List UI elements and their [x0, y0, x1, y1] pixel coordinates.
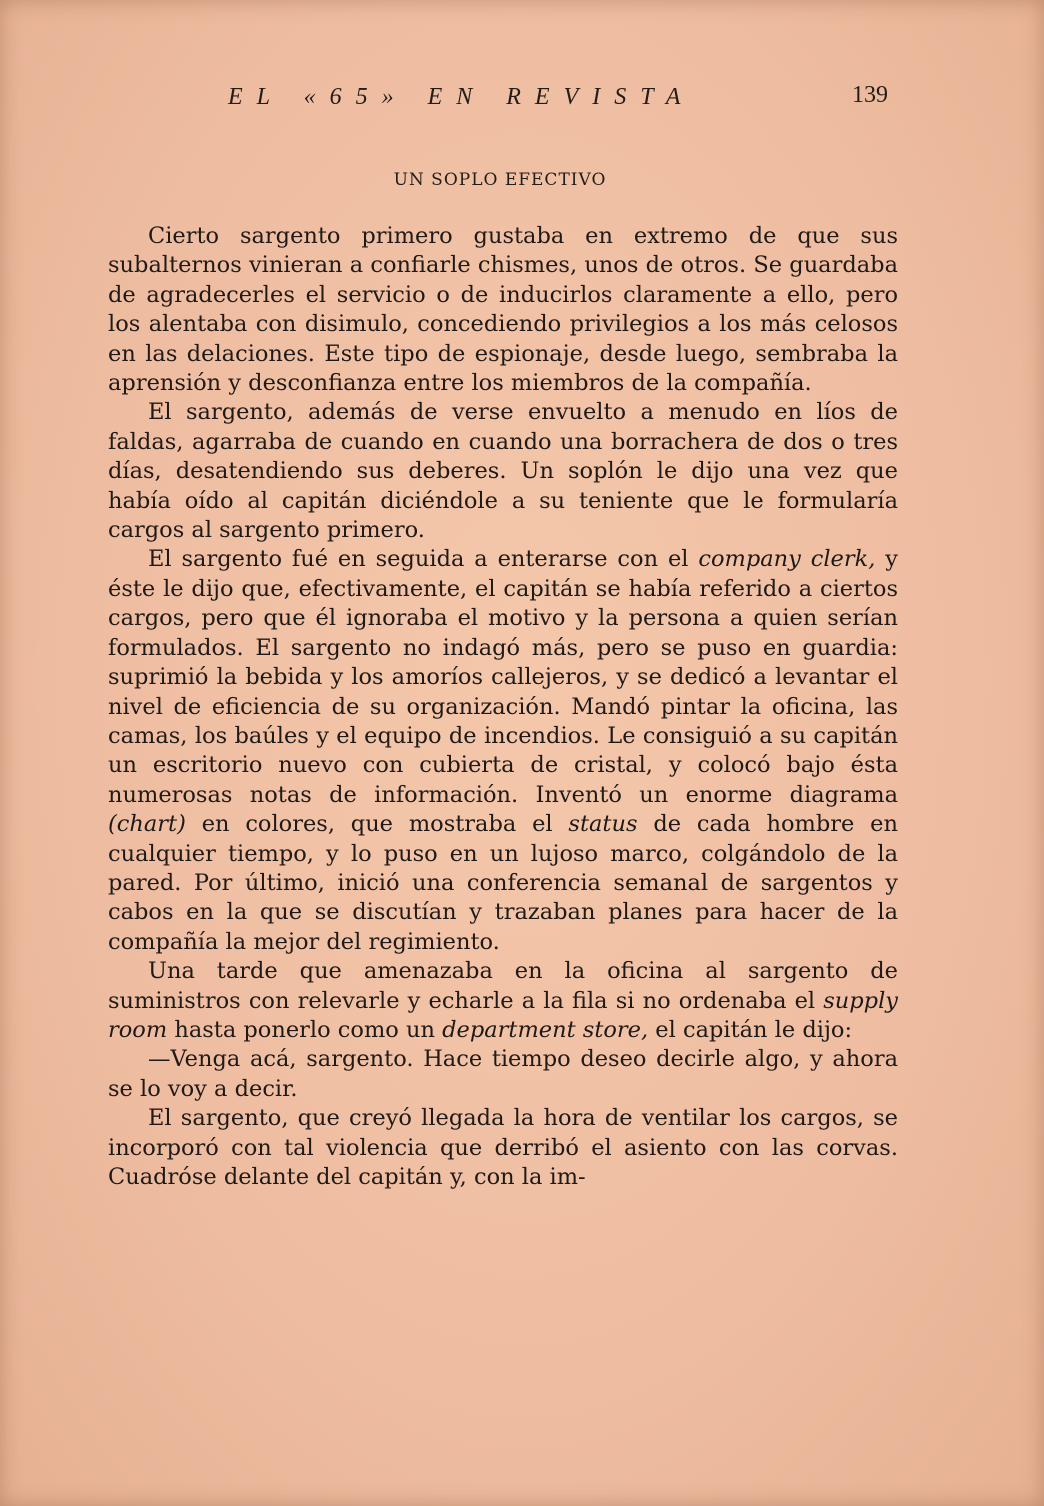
text-run: en colores, que mostraba el: [185, 811, 569, 838]
italic-term: company clerk,: [698, 546, 876, 573]
text-run: —Venga acá, sargento. Hace tiempo deseo decirle algo, y ahora se lo voy a decir.: [108, 1046, 898, 1102]
text-run: y éste le dijo que, efectivamente, el capitán se había referido a ciertos cargos, pero que él ignoraba el motivo y la persona a quien serían formulados. El sargento no indagó más, pero se puso en guardia: suprimió la bebida y los amoríos callejeros, y se dedicó a levantar el nivel de eficiencia de su organización. Mandó pintar la oficina, las camas, los baúles y el equipo de incendios. Le consiguió a su capitán un escritorio nuevo con cubierta de cristal, y colocó bajo ésta numerosas notas de información. Inventó un enorme diagrama: [108, 546, 898, 808]
page-number: 139: [852, 82, 888, 108]
italic-term: (chart): [108, 811, 186, 838]
italic-term: department store,: [442, 1016, 649, 1043]
text-run: El sargento, además de verse envuelto a menudo en líos de faldas, agarraba de cuando en cuando una borrachera de dos o tres días, desatendiendo sus deberes. Un soplón le dijo una vez que había oído al capitán diciéndole a su teniente que le formularía cargos al sargento primero.: [108, 399, 898, 544]
chapter-title: UN SOPLO EFECTIVO: [393, 170, 607, 190]
text-run: hasta ponerlo como un: [167, 1016, 443, 1043]
paragraph: [108, 1104, 898, 1192]
text-run: el capitán le dijo:: [648, 1016, 853, 1043]
text-run: de cada hombre en cualquier tiempo, y lo puso en un lujoso marco, colgándolo de la pared. Por último, inició una conferencia semanal de sargentos y cabos en la que se discutían y trazaban planes para hacer de la compañía la mejor del regimiento.: [108, 811, 898, 955]
paragraph: [108, 957, 898, 1045]
body-text: [108, 222, 898, 1192]
paragraph: [108, 1045, 898, 1104]
italic-term: status: [568, 811, 638, 838]
paragraph: [108, 545, 898, 957]
running-head: EL «65» EN REVISTA: [228, 84, 695, 110]
text-run: Una tarde que amenazaba en la oficina al sargento de suministros con relevarle y echarle a la fila si no ordenaba el: [108, 958, 898, 1014]
text-run: Cierto sargento primero gustaba en extremo de que sus subalternos vinieran a confiarle chismes, unos de otros. Se guardaba de agradecerles el servicio o de inducirlos claramente a ello, pero los alentaba con disimulo, concediendo privilegios a los más celosos en las delaciones. Este tipo de espionaje, desde luego, sembraba la aprensión y desconfianza entre los miembros de la compañía.: [108, 223, 898, 397]
text-run: El sargento, que creyó llegada la hora de ventilar los cargos, se incorporó con tal violencia que derribó el asiento con las corvas. Cuadróse delante del capitán y, con la im-: [108, 1105, 898, 1190]
text-run: El sargento fué en seguida a enterarse con el: [148, 546, 699, 573]
italic-term: supply room: [108, 987, 898, 1043]
paragraph: [108, 222, 898, 398]
paragraph: [108, 398, 898, 545]
